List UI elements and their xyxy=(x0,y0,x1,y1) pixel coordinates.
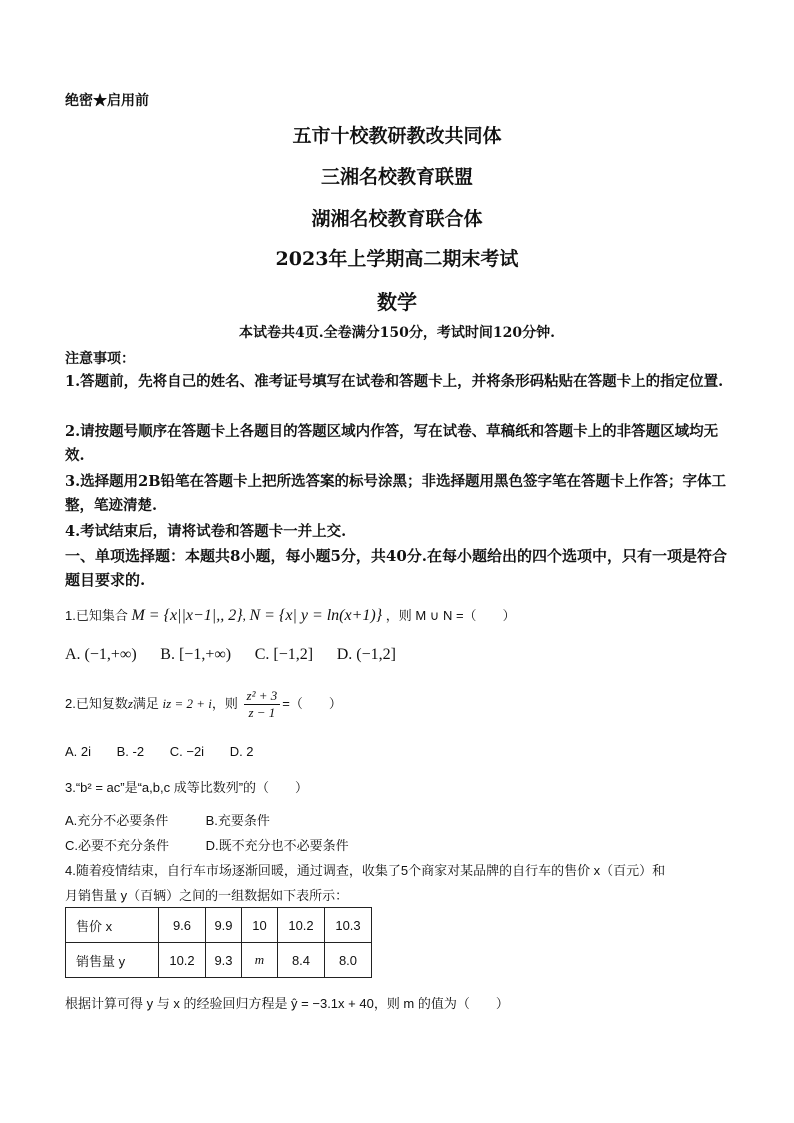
table-cell: 10.2 xyxy=(278,908,325,943)
question-4-line-2: 月销售量 y（百辆）之间的一组数据如下表所示： xyxy=(65,888,349,903)
q2-numerator: z² + 3 xyxy=(244,688,281,705)
table-row xyxy=(66,908,372,943)
q2-fraction xyxy=(244,688,281,721)
q2-option-c: C. −2i xyxy=(169,744,205,759)
section-1-heading: 一、单项选择题：本题共8小题，每小题5分，共40分.在每小题给出的四个选项中，只有一项是符合题目要求的. xyxy=(65,547,727,589)
exam-title-line-3: 湖湘名校教育联合体 xyxy=(311,208,483,230)
question-1-stem: 1.已知集合 M = {x||x−1|,, 2}, N = {x| y = ln(x+1)} ，则 M ∪ N =（ ） xyxy=(65,607,516,624)
price-sales-table xyxy=(65,907,372,978)
table-cell: 售价 x xyxy=(66,908,159,943)
notice-item-3: 3.选择题用2B铅笔在答题卡上把所选答案的标号涂黑；非选择题用黑色签字笔在答题卡上作答；字体工整，笔迹清楚. xyxy=(65,473,726,514)
q1-option-a: A. (−1,+∞) xyxy=(65,646,137,663)
q2-option-d: D. 2 xyxy=(229,744,254,759)
table-cell: 10.2 xyxy=(159,943,206,978)
q2-denominator: z − 1 xyxy=(248,705,276,720)
q2-then: ，则 xyxy=(211,695,238,711)
table-cell: 9.9 xyxy=(206,908,242,943)
question-2-options xyxy=(65,744,276,759)
q3-option-c: C.必要不充分条件 xyxy=(65,838,170,853)
q3-option-d: D.既不充分也不必要条件 xyxy=(205,838,349,853)
exam-title-line-1: 五市十校教研教改共同体 xyxy=(292,125,502,147)
q2-prefix: 2.已知复数 xyxy=(65,695,128,711)
question-3-options-row-1 xyxy=(65,810,343,829)
q1-option-b: B. [−1,+∞) xyxy=(160,646,232,663)
q1-option-c: C. [−1,2] xyxy=(254,646,314,663)
table-cell: 9.3 xyxy=(206,943,242,978)
notice-item-1: 1.答题前，先将自己的姓名、准考证号填写在试卷和答题卡上，并将条形码粘贴在答题卡上的指定位置. xyxy=(65,373,724,390)
table-cell: 9.6 xyxy=(159,908,206,943)
question-2-stem xyxy=(65,688,342,721)
q1-option-d: D. (−1,2] xyxy=(336,646,396,663)
notice-item-4: 4.考试结束后，请将试卷和答题卡一并上交. xyxy=(65,523,347,540)
q2-equation: iz = 2 + i xyxy=(162,695,212,711)
q2-suffix: =（ ） xyxy=(282,695,342,711)
table-row xyxy=(66,943,372,978)
q1-set-n: N = {x| y = ln(x+1)} xyxy=(249,607,383,624)
exam-subject: 数学 xyxy=(377,290,417,314)
question-3-stem: 3.“b² = ac”是“a,b,c 成等比数列”的（ ） xyxy=(65,780,309,795)
table-cell: 8.0 xyxy=(325,943,372,978)
q2-option-a: A. 2i xyxy=(65,744,92,759)
q3-option-b: B.充要条件 xyxy=(205,813,270,828)
question-4-line-1: 4.随着疫情结束，自行车市场逐渐回暖，通过调查，收集了5个商家对某品牌的自行车的售价 x（百元）和 xyxy=(65,863,666,878)
exam-info: 本试卷共4页.全卷满分150分，考试时间120分钟. xyxy=(239,325,555,341)
table-cell: 8.4 xyxy=(278,943,325,978)
question-3-options-row-2 xyxy=(65,835,349,854)
question-4-line-3: 根据计算可得 y 与 x 的经验回归方程是 ŷ = −3.1x + 40，则 m 的值为（ ） xyxy=(65,996,509,1011)
notice-item-2: 2.请按题号顺序在答题卡上各题目的答题区域内作答，写在试卷、草稿纸和答题卡上的非答题区域均无效. xyxy=(65,423,719,464)
q1-suffix: ，则 M ∪ N =（ ） xyxy=(385,608,516,623)
q2-option-b: B. -2 xyxy=(116,744,145,759)
q1-set-m: M = {x||x−1|,, 2} xyxy=(131,607,243,624)
notice-heading: 注意事项： xyxy=(65,351,135,367)
table-cell: 10.3 xyxy=(325,908,372,943)
table-cell: m xyxy=(242,943,278,978)
table-cell: 销售量 y xyxy=(66,943,159,978)
q2-var: z xyxy=(127,695,133,711)
q3-option-a: A.充分不必要条件 xyxy=(65,813,169,828)
exam-title-line-4: 2023年上学期高二期末考试 xyxy=(275,248,519,270)
question-1-options xyxy=(65,646,416,664)
q2-mid: 满足 xyxy=(132,695,159,711)
table-cell: 10 xyxy=(242,908,278,943)
confidential-label: 绝密★启用前 xyxy=(65,93,149,109)
q1-prefix: 1.已知集合 xyxy=(65,608,128,623)
exam-title-line-2: 三湘名校教育联盟 xyxy=(320,166,473,188)
